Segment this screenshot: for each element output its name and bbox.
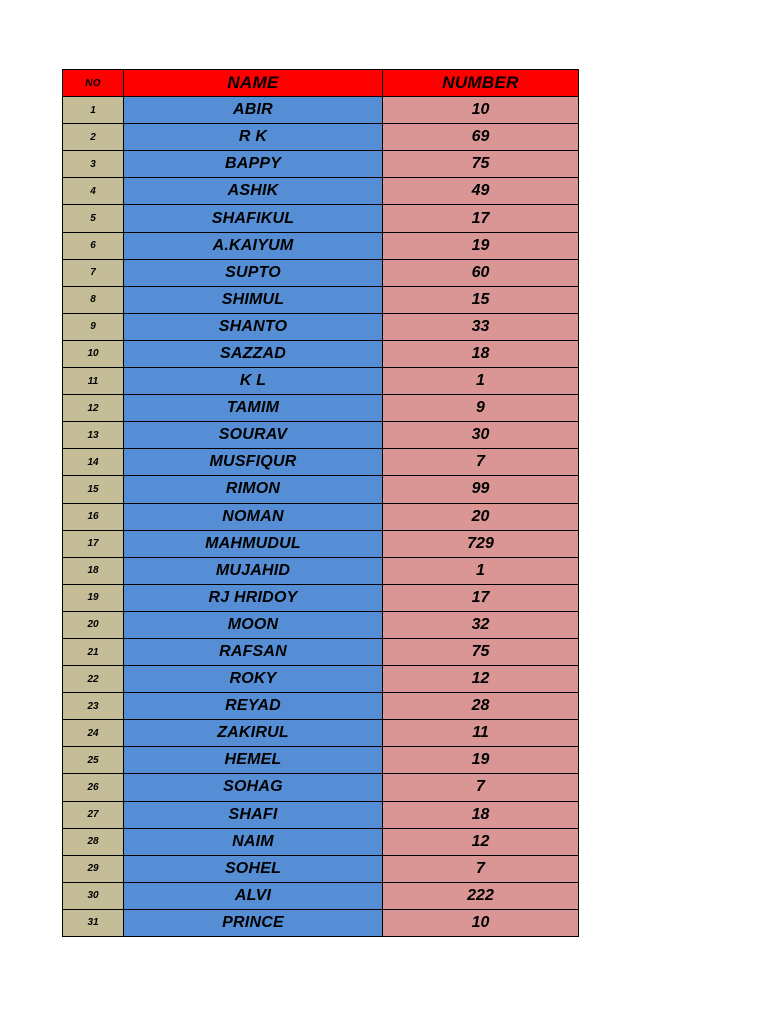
- row-number-cell: 9: [383, 395, 579, 422]
- row-no-cell: 24: [63, 720, 124, 747]
- header-name: NAME: [124, 70, 383, 97]
- table-row: [63, 286, 579, 313]
- row-name-cell: R K: [124, 124, 383, 151]
- table-row: [63, 584, 579, 611]
- row-name-cell: BAPPY: [124, 151, 383, 178]
- row-number-cell: 20: [383, 503, 579, 530]
- row-no-cell: 16: [63, 503, 124, 530]
- row-no-cell: 21: [63, 638, 124, 665]
- row-number-cell: 69: [383, 124, 579, 151]
- row-number-cell: 49: [383, 178, 579, 205]
- row-name-cell: RJ HRIDOY: [124, 584, 383, 611]
- row-no-cell: 7: [63, 259, 124, 286]
- table-row: [63, 503, 579, 530]
- row-number-cell: 17: [383, 584, 579, 611]
- table-row: [63, 232, 579, 259]
- row-number-cell: 33: [383, 313, 579, 340]
- row-number-cell: 12: [383, 666, 579, 693]
- table-row: [63, 720, 579, 747]
- table-row: [63, 666, 579, 693]
- table-row: [63, 611, 579, 638]
- row-name-cell: PRINCE: [124, 909, 383, 936]
- row-name-cell: K L: [124, 368, 383, 395]
- row-name-cell: MUSFIQUR: [124, 449, 383, 476]
- table-row: [63, 313, 579, 340]
- row-name-cell: SHIMUL: [124, 286, 383, 313]
- row-name-cell: NAIM: [124, 828, 383, 855]
- row-no-cell: 14: [63, 449, 124, 476]
- table-row: [63, 97, 579, 124]
- row-no-cell: 12: [63, 395, 124, 422]
- row-number-cell: 30: [383, 422, 579, 449]
- row-name-cell: SHAFIKUL: [124, 205, 383, 232]
- row-name-cell: REYAD: [124, 693, 383, 720]
- table-row: [63, 368, 579, 395]
- row-number-cell: 75: [383, 638, 579, 665]
- row-number-cell: 18: [383, 340, 579, 367]
- row-number-cell: 1: [383, 368, 579, 395]
- row-name-cell: ROKY: [124, 666, 383, 693]
- name-number-table: [62, 69, 579, 937]
- table-row: [63, 340, 579, 367]
- table-row: [63, 638, 579, 665]
- row-no-cell: 26: [63, 774, 124, 801]
- row-no-cell: 2: [63, 124, 124, 151]
- table-row: [63, 449, 579, 476]
- table-row: [63, 855, 579, 882]
- table-row: [63, 882, 579, 909]
- table-row: [63, 530, 579, 557]
- table-row: [63, 693, 579, 720]
- row-no-cell: 11: [63, 368, 124, 395]
- row-number-cell: 1: [383, 557, 579, 584]
- table-row: [63, 828, 579, 855]
- table-row: [63, 395, 579, 422]
- row-name-cell: RAFSAN: [124, 638, 383, 665]
- row-number-cell: 19: [383, 747, 579, 774]
- row-name-cell: ZAKIRUL: [124, 720, 383, 747]
- row-no-cell: 31: [63, 909, 124, 936]
- row-no-cell: 8: [63, 286, 124, 313]
- row-no-cell: 15: [63, 476, 124, 503]
- row-number-cell: 17: [383, 205, 579, 232]
- row-number-cell: 10: [383, 97, 579, 124]
- table-row: [63, 151, 579, 178]
- row-number-cell: 729: [383, 530, 579, 557]
- row-number-cell: 11: [383, 720, 579, 747]
- table-row: [63, 774, 579, 801]
- table-row: [63, 178, 579, 205]
- row-no-cell: 17: [63, 530, 124, 557]
- row-name-cell: SHAFI: [124, 801, 383, 828]
- row-name-cell: MUJAHID: [124, 557, 383, 584]
- table-row: [63, 124, 579, 151]
- header-no: NO: [63, 70, 124, 97]
- row-name-cell: ABIR: [124, 97, 383, 124]
- row-number-cell: 15: [383, 286, 579, 313]
- row-name-cell: MAHMUDUL: [124, 530, 383, 557]
- row-number-cell: 7: [383, 774, 579, 801]
- row-name-cell: ASHIK: [124, 178, 383, 205]
- row-no-cell: 19: [63, 584, 124, 611]
- table-row: [63, 259, 579, 286]
- row-name-cell: MOON: [124, 611, 383, 638]
- row-no-cell: 13: [63, 422, 124, 449]
- row-no-cell: 18: [63, 557, 124, 584]
- row-no-cell: 3: [63, 151, 124, 178]
- row-name-cell: A.KAIYUM: [124, 232, 383, 259]
- row-name-cell: ALVI: [124, 882, 383, 909]
- row-number-cell: 28: [383, 693, 579, 720]
- row-no-cell: 23: [63, 693, 124, 720]
- row-number-cell: 18: [383, 801, 579, 828]
- row-number-cell: 12: [383, 828, 579, 855]
- row-no-cell: 6: [63, 232, 124, 259]
- row-no-cell: 28: [63, 828, 124, 855]
- row-no-cell: 20: [63, 611, 124, 638]
- row-name-cell: SAZZAD: [124, 340, 383, 367]
- header-row: [63, 70, 579, 97]
- table-row: [63, 476, 579, 503]
- row-name-cell: HEMEL: [124, 747, 383, 774]
- row-no-cell: 30: [63, 882, 124, 909]
- row-name-cell: TAMIM: [124, 395, 383, 422]
- row-number-cell: 10: [383, 909, 579, 936]
- row-no-cell: 27: [63, 801, 124, 828]
- table-row: [63, 422, 579, 449]
- row-name-cell: SOHEL: [124, 855, 383, 882]
- row-no-cell: 10: [63, 340, 124, 367]
- row-number-cell: 99: [383, 476, 579, 503]
- row-no-cell: 5: [63, 205, 124, 232]
- row-name-cell: SUPTO: [124, 259, 383, 286]
- row-number-cell: 75: [383, 151, 579, 178]
- row-no-cell: 22: [63, 666, 124, 693]
- row-number-cell: 32: [383, 611, 579, 638]
- row-no-cell: 4: [63, 178, 124, 205]
- row-name-cell: SHANTO: [124, 313, 383, 340]
- row-number-cell: 60: [383, 259, 579, 286]
- table-row: [63, 205, 579, 232]
- row-name-cell: RIMON: [124, 476, 383, 503]
- row-no-cell: 25: [63, 747, 124, 774]
- table-row: [63, 909, 579, 936]
- row-name-cell: SOURAV: [124, 422, 383, 449]
- row-number-cell: 19: [383, 232, 579, 259]
- table-row: [63, 747, 579, 774]
- row-number-cell: 222: [383, 882, 579, 909]
- row-no-cell: 29: [63, 855, 124, 882]
- row-number-cell: 7: [383, 855, 579, 882]
- row-number-cell: 7: [383, 449, 579, 476]
- header-number: NUMBER: [383, 70, 579, 97]
- row-no-cell: 9: [63, 313, 124, 340]
- row-name-cell: SOHAG: [124, 774, 383, 801]
- row-no-cell: 1: [63, 97, 124, 124]
- table-row: [63, 557, 579, 584]
- table-row: [63, 801, 579, 828]
- row-name-cell: NOMAN: [124, 503, 383, 530]
